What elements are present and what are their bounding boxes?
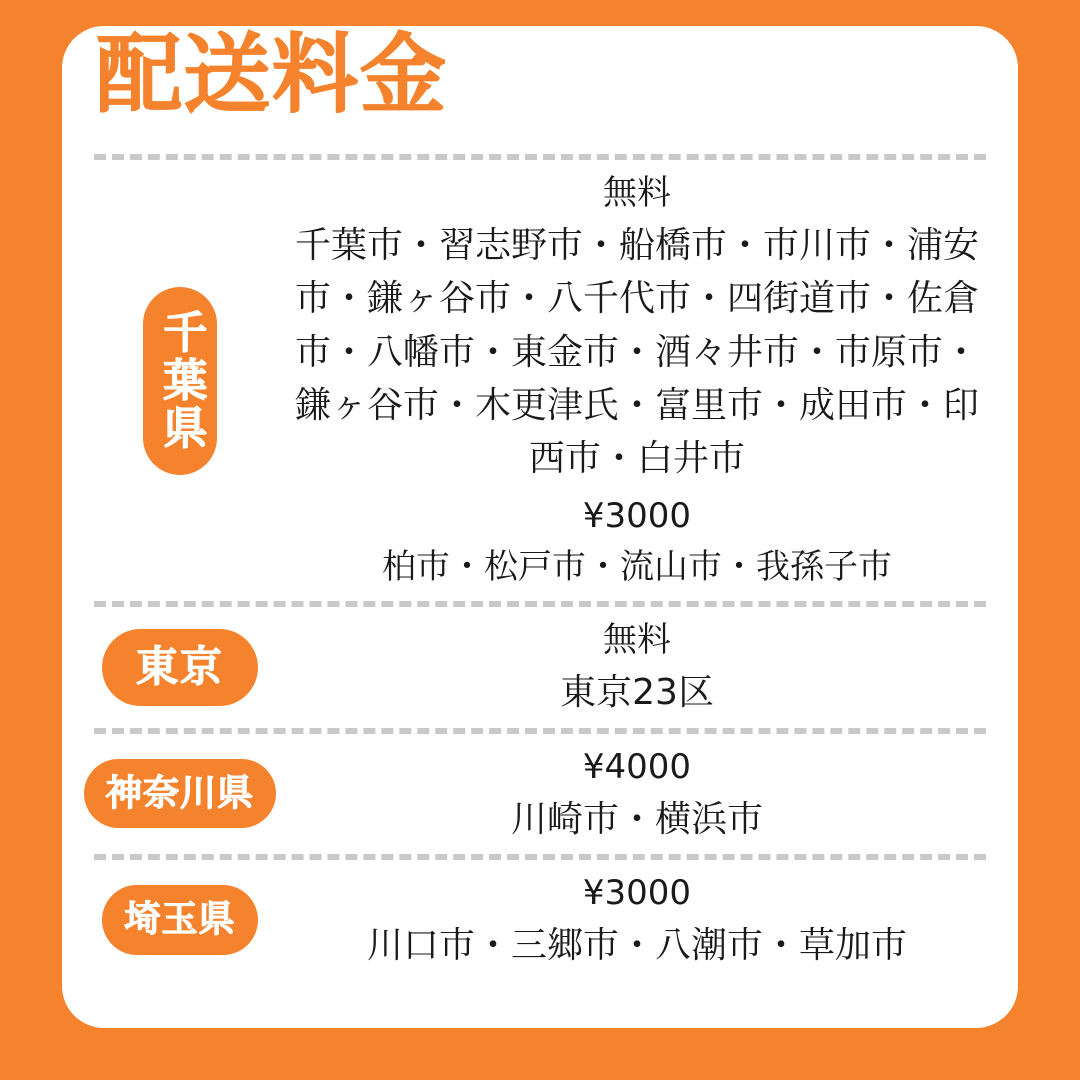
price-label: ¥4000: [582, 746, 692, 787]
fee-row-kanagawa: [80, 734, 1000, 854]
price-label: ¥3000: [582, 872, 692, 913]
area-list: 川口市・三郷市・八潮市・草加市: [366, 924, 907, 966]
area-list: 川崎市・横浜市: [510, 798, 763, 840]
area-list: 東京23区: [560, 672, 714, 714]
area-list: 千葉市・習志野市・船橋市・市川市・浦安市・鎌ヶ谷市・八千代市・四街道市・佐倉市・八幡市・東金市・酒々井市・市原市・鎌ヶ谷市・木更津氏・富里市・成田市・印西市・白井市: [294, 225, 979, 480]
prefecture-badge-chiba: 千葉県: [143, 287, 218, 475]
prefecture-badge-kanagawa: 神奈川県: [84, 759, 276, 828]
price-label: ¥3000: [582, 496, 692, 537]
fee-row-saitama: [80, 860, 1000, 980]
prefecture-badge-saitama: 埼玉県: [102, 885, 257, 954]
badge-cell: [80, 629, 280, 705]
fee-row-chiba: [80, 160, 1000, 601]
price-label: 無料: [603, 620, 671, 661]
fee-table: [62, 26, 1018, 1028]
fee-info-saitama: [280, 868, 1000, 972]
area-list: 柏市・松戸市・流山市・我孫子市: [382, 547, 892, 588]
fee-info-chiba: [280, 168, 1000, 593]
badge-cell: [80, 287, 280, 475]
badge-cell: [80, 885, 280, 954]
price-label: 無料: [603, 173, 671, 213]
fee-row-tokyo: [80, 607, 1000, 727]
page-title: 配送料金: [96, 25, 448, 125]
prefecture-badge-tokyo: 東京: [102, 629, 258, 705]
fee-info-kanagawa: [280, 742, 1000, 846]
badge-cell: [80, 759, 280, 828]
fee-info-tokyo: [280, 615, 1000, 719]
